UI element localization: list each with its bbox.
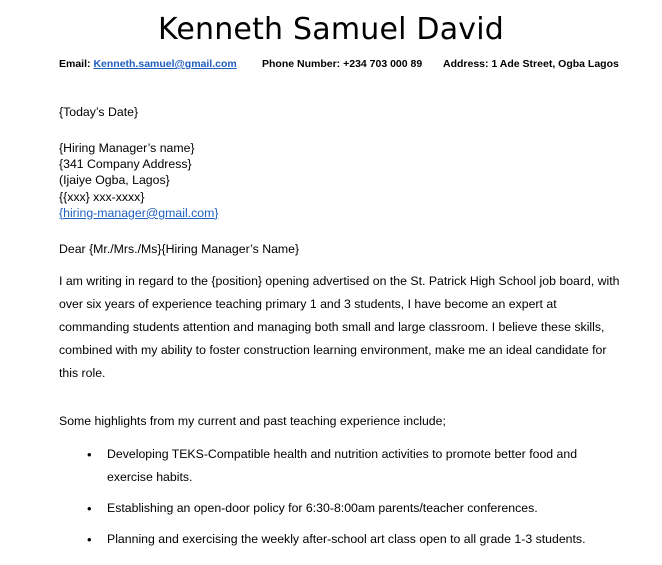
highlights-intro: Some highlights from my current and past teaching experience include; [59,414,446,429]
list-item-text: Planning and exercising the weekly after-school art class open to all grade 1-3 students. [107,532,586,547]
recipient-phone: {{xxx} xxx-xxxx} [59,189,145,204]
bullet-icon: • [87,501,92,517]
contact-phone-label: Phone Number: [262,58,341,70]
list-item-text: Developing TEKS-Compatible health and nutrition activities to promote better food and exercise habits. [107,447,578,485]
recipient-address-block [59,140,620,221]
letter-body [0,104,662,551]
contact-email-value[interactable]: Kenneth.samuel@gmail.com [93,58,237,70]
contact-address-value: 1 Ade Street, Ogba Lagos [491,58,619,70]
list-item [59,528,620,551]
contact-email-label: Email: [59,58,91,70]
contact-email [59,57,237,71]
contact-address [443,57,619,71]
list-item-text: Establishing an open-door policy for 6:30-8:00am parents/teacher conferences. [107,501,538,516]
bullet-icon: • [87,447,92,463]
contact-phone-value: +234 703 000 89 [343,58,423,70]
recipient-email[interactable]: {hiring-manager@gmail.com} [59,205,219,220]
recipient-name: {Hiring Manager’s name} [59,141,195,155]
date-line: {Today’s Date} [59,105,139,119]
letter-header [0,0,662,75]
list-item [59,443,620,489]
highlights-list [59,443,620,551]
applicant-name: Kenneth Samuel David [157,12,505,47]
salutation: Dear {Mr./Mrs./Ms}{Hiring Manager’s Name} [59,242,300,257]
recipient-street: {341 Company Address} [59,157,192,172]
recipient-city: (Ijaiye Ogba, Lagos} [59,173,170,188]
contact-info-row [0,57,662,75]
list-item [59,497,620,520]
contact-phone [262,57,422,71]
contact-address-label: Address: [443,58,489,70]
bullet-icon: • [87,532,92,548]
body-paragraph-1: I am writing in regard to the {position} opening advertised on the St. Patrick High School job board, with over six years of experience teaching primary 1 and 3 students, I have become an expert at commanding students attention and managing both small and large classroom. I believe these skills, combined with my ability to foster construction learning environment, make me an ideal candidate for this role. [59,274,620,381]
